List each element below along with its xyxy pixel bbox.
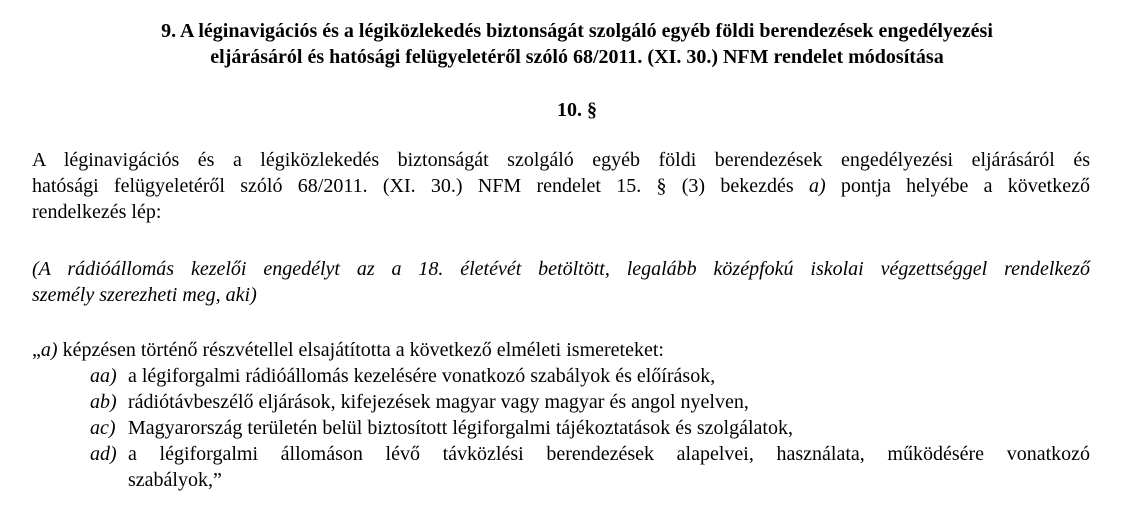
- title-line-2: eljárásáról és hatósági felügyeletéről szóló 68/2011. (XI. 30.) NFM rendelet módosítása: [210, 46, 944, 68]
- title-line-1: 9. A léginavigációs és a légiközlekedés biztonságát szolgáló egyéb földi berendezések engedélyezési: [161, 20, 993, 42]
- context-paragraph: [32, 256, 1090, 308]
- intro-line-3: rendelkezés lép:: [32, 201, 162, 223]
- item-label: ad): [90, 443, 117, 465]
- context-line-1: (A rádióállomás kezelői engedélyt az a 18. életévét betöltött, legalább középfokú iskolai végzettséggel rendelkező: [32, 258, 1090, 280]
- item-label: aa): [90, 365, 117, 387]
- item-text-line-1: a légiforgalmi állomáson lévő távközlési berendezések alapelvei, használata, működésére vonatkozó: [128, 443, 1090, 465]
- intro-line-2: [32, 173, 1090, 199]
- opening-quote: „: [32, 339, 41, 361]
- item-first-line: [90, 441, 1090, 467]
- intro-paragraph: [32, 147, 1090, 225]
- point-reference: a): [808, 175, 826, 197]
- list-item: [90, 441, 1090, 493]
- item-text: Magyarország területén belül biztosított légiforgalmi tájékoztatások és szolgálatok,: [128, 417, 793, 439]
- item-label: ac): [90, 417, 116, 439]
- item-label: ab): [90, 391, 117, 413]
- intro-line-1: A léginavigációs és a légiközlekedés biztonságát szolgáló egyéb földi berendezések engedélyezési eljárásáról és: [32, 149, 1090, 171]
- intro-line-2-start: hatósági felügyeletéről szóló 68/2011. (XI. 30.) NFM rendelet 15. § (3) bekezdés: [32, 175, 809, 197]
- intro-line-2-end: pontja helyébe a következő: [825, 175, 1090, 197]
- point-label: a): [40, 339, 58, 361]
- amendment-point-a: [32, 337, 1090, 363]
- list-item: [90, 415, 1090, 441]
- context-line-2: személy szerezheti meg, aki): [32, 284, 257, 306]
- list-item: [90, 363, 1090, 389]
- list-item: [90, 389, 1090, 415]
- item-text: a légiforgalmi rádióállomás kezelésére vonatkozó szabályok és előírások,: [128, 365, 716, 387]
- item-text: rádiótávbeszélő eljárások, kifejezések magyar vagy magyar és angol nyelven,: [128, 391, 749, 413]
- amendment-line: [32, 337, 1090, 363]
- point-text: képzésen történő részvétellel elsajátította a következő elméleti ismereteket:: [57, 339, 664, 361]
- section-number: 10. §: [557, 99, 597, 121]
- item-text-line-2: szabályok,”: [128, 469, 222, 491]
